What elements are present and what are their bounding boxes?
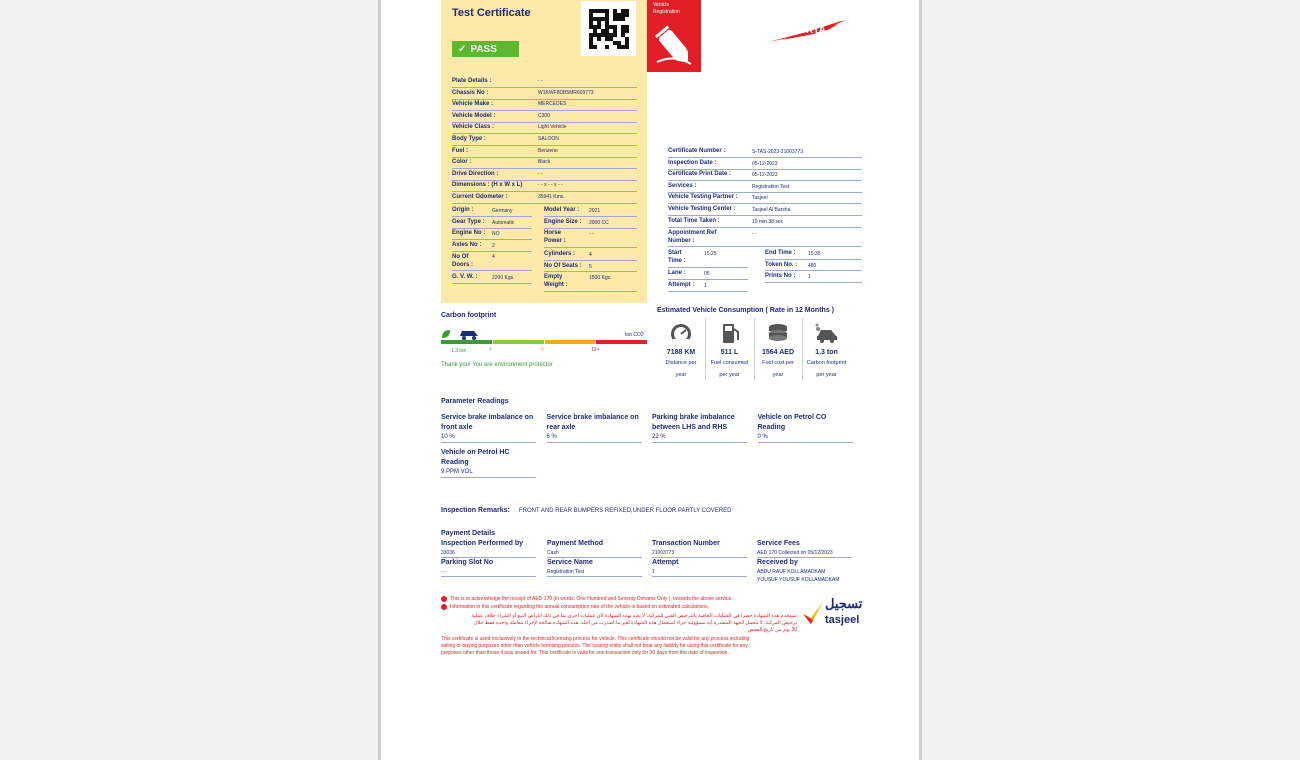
- engine-no-label: Engine No :: [452, 230, 486, 236]
- field-divider: [668, 227, 862, 228]
- consumption-label-2: year: [675, 372, 687, 378]
- parameter-label: Vehicle on Petrol CO: [757, 414, 827, 421]
- consumption-label: Fuel consumed: [710, 360, 749, 366]
- certificate-info-label: Certificate Print Date :: [668, 171, 732, 178]
- vehicle-detail-value: - -: [538, 170, 543, 177]
- carbon-scale-segment: [596, 340, 647, 344]
- certificate-info-label: Inspection Date :: [668, 159, 717, 166]
- performed-by-label: Inspection Performed by: [441, 540, 524, 547]
- origin-value: Germany: [492, 208, 513, 214]
- service-fees-value: AED 170 Collected on 05/12/2023: [757, 550, 833, 556]
- vehicle-detail-label: Vehicle Make :: [452, 101, 494, 108]
- field-divider: [668, 180, 862, 181]
- vehicle-detail-label: Plate Details :: [452, 78, 492, 84]
- parameter-label-2: Reading: [441, 459, 469, 466]
- arabic-disclaimer-2: ترخيص المركبة، لا تتحمل الجهة المصدرة أية مسؤولية جراء استعمال هذه الشهادة لغير ما أصدرت من أجله. هذه الشهادة صالحة لإجراء معاملة واحدة فقط خلال: [473, 620, 797, 626]
- coins-icon: [766, 321, 790, 345]
- parameter-label-2: Reading: [757, 424, 786, 431]
- field-divider: [544, 260, 637, 261]
- arabic-disclaimer-1: تستخدم هذه الشهادة حصرا في العمليات الخاصة بالترخيص الفني للمركبة، لا يعتد بهذه الشهادة لأي عمليات أخرى بما في ذلك أغراض البيع أو الشراء خلاف عملية: [471, 613, 797, 619]
- parameter-divider: [441, 477, 536, 478]
- transaction-number-value: 21003773: [652, 550, 675, 556]
- carbon-value-label: 1.3 ton: [451, 348, 467, 354]
- carbon-scale-segment: [493, 340, 544, 344]
- carbon-unit: ton CO2: [625, 332, 644, 338]
- model-year-label: Model Year :: [544, 207, 580, 213]
- field-divider: [452, 157, 637, 158]
- gvw-value: 2200 Kgs.: [492, 275, 515, 281]
- parameter-value: 6 %: [546, 434, 557, 440]
- check-icon: ✓: [458, 43, 467, 55]
- field-divider: [668, 192, 862, 193]
- qr-code: [581, 1, 636, 56]
- parameter-label-2: rear axle: [546, 424, 576, 431]
- appointment-ref-label-2: Number :: [668, 238, 695, 244]
- parameter-label-2: between LHS and RHS: [652, 424, 728, 431]
- parameter-value: 10 %: [441, 434, 455, 440]
- disclaimer-line-1: This certificate is used exclusively in the technical licensing process for vehicle. This certificate should not be valid for any process including: [441, 636, 750, 642]
- field-divider: [668, 279, 748, 280]
- certificate-page: [378, 0, 922, 760]
- field-divider: [452, 251, 532, 252]
- certificate-info-label: Vehicle Testing Center :: [668, 206, 736, 212]
- vehicle-detail-label: Vehicle Model :: [452, 112, 496, 119]
- doors-label: No Of: [452, 254, 469, 260]
- field-divider: [452, 228, 532, 229]
- parameter-label-2: front axle: [441, 424, 473, 431]
- consumption-title: Estimated Vehicle Consumption ( Rate in 12 Months ): [657, 307, 834, 314]
- field-divider: [544, 291, 637, 292]
- field-divider: [544, 228, 637, 229]
- parameter-divider: [758, 442, 853, 443]
- fuel-pump-icon: [718, 321, 742, 345]
- performed-by-value: 33036: [441, 550, 455, 556]
- certificate-info-label: Certificate Number :: [668, 148, 726, 154]
- vehicle-detail-label: Drive Direction :: [452, 170, 499, 177]
- consumption-label-2: per year: [816, 372, 837, 378]
- seats-value: 5: [589, 264, 592, 270]
- parameter-divider: [652, 442, 747, 443]
- service-name-label: Service Name: [547, 559, 593, 566]
- vehicle-detail-value: W1KWF8DB5MR609773: [538, 89, 594, 96]
- service-fees-label: Service Fees: [757, 540, 800, 547]
- engine-size-label: Engine Size :: [544, 219, 582, 225]
- field-divider: [668, 267, 748, 268]
- tasjeel-check-icon: [801, 600, 825, 628]
- token-value: 480: [808, 263, 817, 269]
- appointment-ref-value: - -: [752, 231, 757, 237]
- consumption-label: Distance per: [665, 360, 697, 366]
- field-divider: [452, 122, 637, 123]
- payment-attempt-value: 1: [652, 569, 655, 575]
- vehicle-detail-label: Current Odometer :: [452, 194, 508, 200]
- parameter-label: Vehicle on Petrol HC: [441, 449, 510, 456]
- rta-logo-text: RTA: [806, 25, 826, 36]
- consumption-label: Carbon footprint: [806, 360, 847, 366]
- info-icon: [441, 604, 447, 610]
- parameter-value: 0 %: [757, 434, 768, 440]
- field-divider: [452, 99, 637, 100]
- payment-method-label: Payment Method: [547, 540, 604, 547]
- received-by-value-2: YOUSUF YOUSUF KOLLAMADKAM: [757, 577, 840, 583]
- axles-value: 2: [492, 243, 495, 249]
- horse-power-value: - -: [589, 231, 594, 237]
- field-divider: [544, 271, 637, 272]
- vehicle-detail-label: Fuel :: [452, 147, 468, 154]
- gear-type-value: Automatic: [492, 220, 515, 226]
- parameter-label: Service brake imbalance on: [441, 414, 534, 421]
- field-divider: [668, 246, 862, 247]
- info-icon: [441, 596, 447, 602]
- rta-logo: [768, 16, 848, 44]
- inspection-remarks-value: FRONT AND REAR BUMPERS REFIXED,UNDER FLOOR PARTLY COVERED: [519, 508, 732, 514]
- carbon-footprint-title: Carbon footprint: [441, 312, 497, 319]
- parking-slot-label: Parking Slot No: [441, 559, 494, 566]
- vehicle-detail-value: Black: [538, 159, 551, 166]
- certificate-info-value: 05-12-2023: [752, 172, 778, 179]
- carbon-scale-segment: [441, 340, 492, 344]
- vehicle-detail-value: Benzene: [538, 147, 558, 154]
- cylinders-label: Cylinders :: [544, 251, 576, 257]
- field-divider: [668, 291, 748, 292]
- certificate-info-value: Tasjeel: [752, 195, 768, 202]
- field-divider: [668, 203, 862, 204]
- vehicle-detail-label: Dimensions : (H x W x L): [452, 182, 523, 189]
- empty-weight-label-2: Weight :: [544, 282, 568, 288]
- certificate-info-label: Total Time Taken :: [668, 217, 720, 224]
- certificate-info-value: Tasjeel Al Barsha: [752, 207, 791, 213]
- service-name-value: Registration Test: [547, 569, 585, 575]
- vehicle-detail-label: Chassis No :: [452, 89, 489, 96]
- payment-method-value: Cash: [547, 550, 559, 556]
- qr-code-pattern: [589, 9, 629, 49]
- field-divider: [452, 168, 637, 169]
- disclaimer-line-2: selling or buying purposes other than vehicle licensing process. The issuing entity shall not bear any liability for using this certificate for any: [441, 643, 748, 649]
- parameter-value: 9 PPM VOL: [441, 469, 473, 475]
- payment-details-title: Payment Details: [441, 530, 496, 537]
- vehicle-detail-label: Color :: [452, 159, 472, 166]
- field-divider: [544, 247, 637, 248]
- doors-value: 4: [492, 254, 495, 260]
- prints-label: Prints No :: [765, 273, 796, 279]
- parameter-label: Service brake imbalance on: [546, 414, 639, 421]
- tasjeel-logo: [801, 596, 863, 632]
- field-divider: [452, 216, 532, 217]
- vehicle-registration-label: Vehicle Registration: [653, 2, 680, 15]
- tasjeel-english: tasjeel: [825, 614, 860, 626]
- vehicle-detail-value: - -: [538, 78, 543, 84]
- attempt-value: 1: [704, 283, 707, 289]
- consumption-note: Information in this certificate regarding the annual consumption rate of the vehicle is based on estimated calculations.: [441, 604, 709, 610]
- lane-value: 05: [704, 271, 710, 277]
- horse-power-label-2: Power :: [544, 238, 566, 244]
- field-divider: [544, 216, 637, 217]
- certificate-info-label: Services :: [668, 182, 697, 189]
- carbon-scale-12: 12+: [591, 347, 600, 353]
- consumption-label: Fuel cost per: [762, 360, 794, 366]
- consumption-value: 1.3 ton: [815, 349, 838, 356]
- parameter-divider: [547, 442, 642, 443]
- carbon-scale-4: 4: [489, 347, 492, 353]
- field-divider: [765, 270, 862, 271]
- field-divider: [765, 282, 862, 283]
- carbon-scale-8: 8: [541, 347, 544, 353]
- horse-power-label: Horse: [544, 230, 562, 236]
- certificate-info-value: 05-12-2023: [752, 160, 778, 167]
- field-divider: [452, 110, 637, 111]
- axles-label: Axles No :: [452, 242, 482, 248]
- field-divider: [452, 87, 637, 88]
- consumption-value: 1564 AED: [761, 349, 795, 356]
- vehicle-detail-value: 35941 Kms.: [538, 194, 565, 200]
- field-divider: [452, 283, 532, 284]
- certificate-title: Test Certificate: [452, 7, 531, 19]
- parameter-label: Parking brake imbalance: [652, 414, 735, 421]
- empty-weight-label: Empty: [544, 274, 563, 280]
- model-year-value: 2021: [589, 208, 601, 214]
- field-divider: [765, 259, 862, 260]
- consumption-value: 7188 KM: [666, 349, 696, 356]
- start-time-label: Start: [668, 250, 682, 256]
- token-label: Token No. :: [765, 262, 798, 268]
- carbon-scale-bar: [441, 340, 647, 344]
- end-time-label: End Time :: [765, 250, 796, 256]
- registration-pen-icon: [647, 0, 701, 72]
- vehicle-detail-label: Body Type :: [452, 136, 486, 142]
- field-divider: [452, 191, 637, 192]
- certificate-info-label: Vehicle Testing Partner :: [668, 194, 738, 201]
- field-divider: [452, 180, 637, 181]
- parking-slot-value: - -: [441, 569, 446, 575]
- field-divider: [668, 169, 862, 170]
- prints-value: 1: [808, 274, 811, 280]
- vehicle-detail-value: SALOON: [538, 136, 559, 142]
- carbon-scale-segment: [545, 340, 596, 344]
- empty-weight-value: 1500 Kgs.: [589, 275, 612, 281]
- transaction-number-label: Transaction Number: [652, 540, 720, 547]
- engine-size-value: 2000 CC: [589, 220, 609, 226]
- consumption-value: 511 L: [720, 349, 739, 356]
- car-emission-icon: [815, 321, 839, 345]
- end-time-value: 15:35: [808, 251, 821, 257]
- disclaimer-line-3: purposes other than those it was issued for. This certificate is valid for one transaction only for 30 days from the date of inspection.: [441, 650, 729, 656]
- field-divider: [668, 215, 862, 216]
- received-by-value-1: ABDU RAUF KOLLAMADKAM: [757, 569, 826, 575]
- arabic-disclaimer-3: 30 يوم من تاريخ الفحص: [747, 627, 797, 633]
- receipt-note: This is to acknowledge the receipt of AED 170 (in words: One Hundred and Seventy Dirhams Only ), towards the above service.: [441, 596, 733, 602]
- vehicle-detail-value: - - x - - x - -: [538, 182, 563, 189]
- carbon-message: Thank you! You are environment protector: [441, 362, 553, 368]
- pass-label: PASS: [470, 43, 497, 55]
- field-divider: [452, 145, 637, 146]
- appointment-ref-label: Appointment Ref: [668, 230, 717, 236]
- doors-label-2: Doors :: [452, 262, 473, 268]
- consumption-label-2: year: [772, 372, 784, 378]
- gear-type-label: Gear Type :: [452, 219, 485, 225]
- vehicle-detail-value: Light Vehicle: [538, 124, 567, 131]
- consumption-label-2: per year: [719, 372, 740, 378]
- start-time-value: 15:25: [704, 251, 717, 257]
- vehicle-detail-label: Vehicle Class :: [452, 124, 495, 131]
- field-divider: [452, 133, 637, 134]
- tasjeel-arabic: تسجيل: [825, 596, 863, 611]
- field-divider: [452, 203, 637, 204]
- field-divider: [668, 157, 862, 158]
- engine-no-value: NO: [492, 231, 500, 237]
- attempt-label: Attempt :: [668, 282, 695, 288]
- field-divider: [452, 270, 532, 271]
- leaf-icon: [441, 329, 451, 339]
- payment-attempt-label: Attempt: [652, 559, 679, 566]
- parameter-readings-title: Parameter Readings: [441, 398, 509, 405]
- received-by-label: Received by: [757, 559, 798, 566]
- speedometer-icon: [669, 321, 693, 345]
- start-time-label-2: Time :: [668, 258, 686, 264]
- certificate-info-value: 10 min 38 sec: [752, 218, 784, 225]
- cylinders-value: 4: [589, 252, 592, 258]
- pass-badge: [452, 41, 519, 57]
- vehicle-detail-value: MERCEDES: [538, 101, 567, 108]
- field-divider: [452, 239, 532, 240]
- parameter-value: 22 %: [652, 434, 666, 440]
- origin-label: Origin :: [452, 207, 474, 213]
- inspection-remarks-label: Inspection Remarks:: [441, 507, 510, 514]
- gvw-label: G. V. W. :: [452, 274, 478, 280]
- vehicle-registration-logo: [647, 0, 701, 72]
- certificate-info-value: Registration Test: [752, 183, 790, 190]
- lane-label: Lane :: [668, 270, 686, 276]
- vehicle-detail-value: C300: [538, 112, 550, 119]
- parameter-divider: [441, 442, 536, 443]
- seats-label: No Of Seats :: [544, 263, 582, 269]
- certificate-info-value: S-TAS-2023-21003773: [752, 149, 804, 155]
- car-icon: [458, 328, 480, 340]
